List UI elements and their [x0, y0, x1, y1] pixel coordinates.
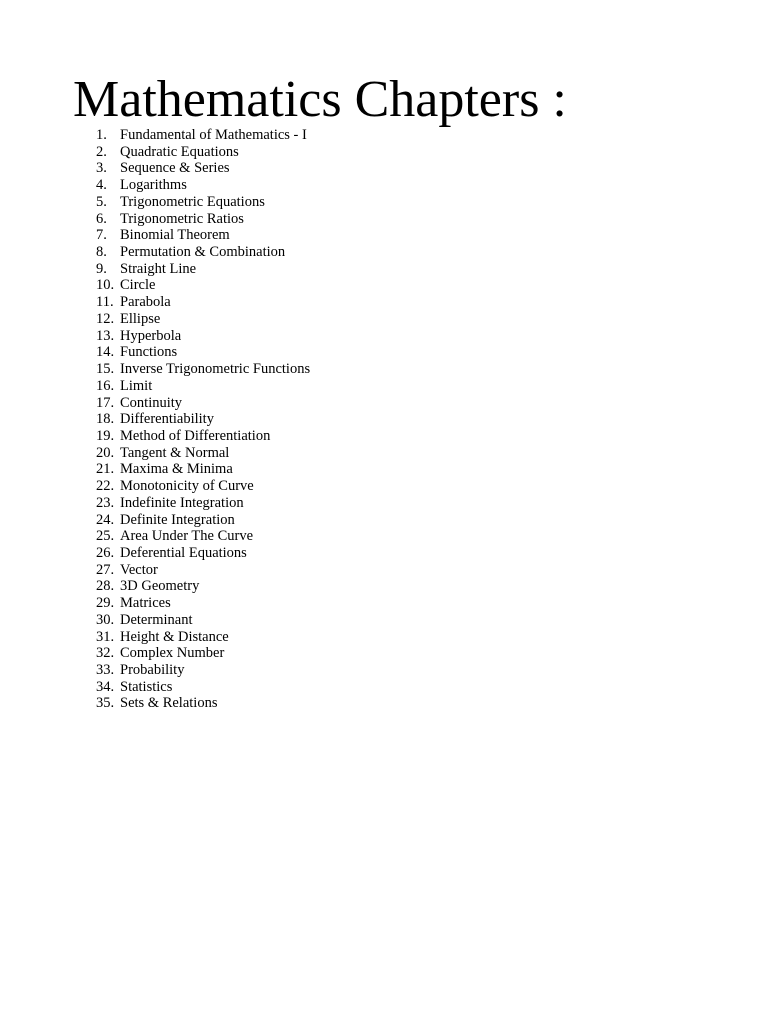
chapter-number: 19. — [96, 427, 115, 444]
chapter-item — [96, 512, 310, 529]
chapter-item — [96, 261, 310, 278]
chapter-item — [96, 612, 310, 629]
chapter-item — [96, 395, 310, 412]
chapter-number: 33. — [96, 662, 115, 678]
chapter-number: 1. — [96, 127, 107, 143]
chapter-label: Vector — [120, 561, 158, 578]
chapter-number: 9. — [96, 260, 107, 277]
chapter-label: Complex Number — [120, 645, 225, 662]
chapter-label: Area Under The Curve — [120, 528, 253, 545]
chapter-label: Height & Distance — [120, 628, 229, 645]
chapter-number: 18. — [96, 411, 115, 428]
chapter-label: Limit — [120, 377, 153, 394]
chapter-label: Deferential Equations — [120, 544, 247, 561]
chapter-number: 3. — [96, 160, 107, 177]
chapter-item — [96, 445, 310, 462]
chapter-item — [96, 662, 310, 679]
chapter-item — [96, 578, 310, 595]
chapter-number: 2. — [96, 143, 107, 160]
chapter-number: 32. — [96, 645, 115, 662]
chapter-item — [96, 294, 310, 311]
chapter-number: 7. — [96, 227, 107, 244]
chapter-item — [96, 461, 310, 478]
chapter-item — [96, 244, 310, 261]
chapter-item — [96, 194, 310, 211]
chapter-label: Trigonometric Ratios — [120, 210, 244, 227]
chapter-label: Differentiability — [120, 411, 214, 428]
chapter-item — [96, 311, 310, 328]
chapter-item — [96, 528, 310, 545]
chapter-number: 26. — [96, 544, 115, 561]
chapter-list — [96, 127, 310, 712]
chapter-number: 16. — [96, 377, 115, 394]
chapter-label: Permutation & Combination — [120, 244, 286, 261]
chapter-item — [96, 211, 310, 228]
chapter-number: 8. — [96, 244, 107, 261]
chapter-label: Parabola — [120, 294, 171, 311]
chapter-number: 22. — [96, 478, 115, 495]
chapter-item — [96, 227, 310, 244]
chapter-item — [96, 478, 310, 495]
chapter-number: 28. — [96, 578, 115, 595]
chapter-label: Sets & Relations — [120, 695, 218, 712]
chapter-item — [96, 361, 310, 378]
chapter-item — [96, 495, 310, 512]
chapter-label: Matrices — [120, 595, 171, 612]
chapter-label: Monotonicity of Curve — [120, 478, 254, 495]
chapter-item — [96, 328, 310, 345]
chapter-label: Straight Line — [120, 260, 197, 277]
chapter-item — [96, 645, 310, 662]
chapter-label: Circle — [120, 277, 156, 294]
chapter-number: 23. — [96, 494, 115, 511]
chapter-number: 24. — [96, 511, 115, 528]
chapter-number: 11. — [96, 294, 114, 311]
chapter-label: Method of Differentiation — [120, 427, 271, 444]
chapter-label: Functions — [120, 344, 178, 361]
chapter-item — [96, 144, 310, 161]
chapter-item — [96, 428, 310, 445]
chapter-number: 35. — [96, 695, 115, 712]
chapter-label: Probability — [120, 662, 185, 678]
chapter-label: Ellipse — [120, 310, 161, 327]
chapter-label: Binomial Theorem — [120, 227, 230, 244]
chapter-label: Trigonometric Equations — [120, 193, 265, 210]
chapter-number: 25. — [96, 528, 115, 545]
chapter-label: Quadratic Equations — [120, 143, 239, 160]
chapter-label: Statistics — [120, 678, 173, 695]
chapter-label: Inverse Trigonometric Functions — [120, 361, 311, 378]
chapter-number: 30. — [96, 611, 115, 628]
chapter-item — [96, 562, 310, 579]
chapter-item — [96, 378, 310, 395]
chapter-item — [96, 629, 310, 646]
chapter-number: 5. — [96, 193, 107, 210]
chapter-label: Continuity — [120, 394, 183, 411]
chapter-number: 34. — [96, 678, 115, 695]
chapter-number: 17. — [96, 394, 115, 411]
chapter-number: 14. — [96, 344, 115, 361]
chapter-label: Fundamental of Mathematics - I — [120, 127, 307, 143]
chapter-label: Sequence & Series — [120, 160, 230, 177]
chapter-label: 3D Geometry — [120, 578, 200, 595]
chapter-number: 6. — [96, 210, 107, 227]
chapter-number: 31. — [96, 628, 115, 645]
chapter-label: Determinant — [120, 611, 193, 628]
chapter-number: 21. — [96, 461, 115, 478]
chapter-number: 20. — [96, 444, 115, 461]
chapter-label: Maxima & Minima — [120, 461, 233, 478]
chapter-number: 10. — [96, 277, 115, 294]
chapter-number: 15. — [96, 361, 115, 378]
chapter-number: 29. — [96, 595, 115, 612]
chapter-label: Tangent & Normal — [120, 444, 230, 461]
chapter-item — [96, 160, 310, 177]
chapter-item — [96, 277, 310, 294]
chapter-item — [96, 679, 310, 696]
chapter-item — [96, 127, 310, 144]
chapter-item — [96, 695, 310, 712]
chapter-item — [96, 177, 310, 194]
chapter-number: 12. — [96, 310, 115, 327]
chapter-item — [96, 545, 310, 562]
chapter-item — [96, 411, 310, 428]
chapter-label: Definite Integration — [120, 511, 235, 528]
chapter-item — [96, 344, 310, 361]
page-title: Mathematics Chapters : — [73, 71, 567, 128]
chapter-number: 27. — [96, 561, 115, 578]
chapter-number: 4. — [96, 177, 107, 194]
chapter-label: Hyperbola — [120, 327, 182, 344]
chapter-label: Indefinite Integration — [120, 494, 244, 511]
chapter-number: 13. — [96, 327, 115, 344]
chapter-label: Logarithms — [120, 177, 187, 194]
chapter-item — [96, 595, 310, 612]
